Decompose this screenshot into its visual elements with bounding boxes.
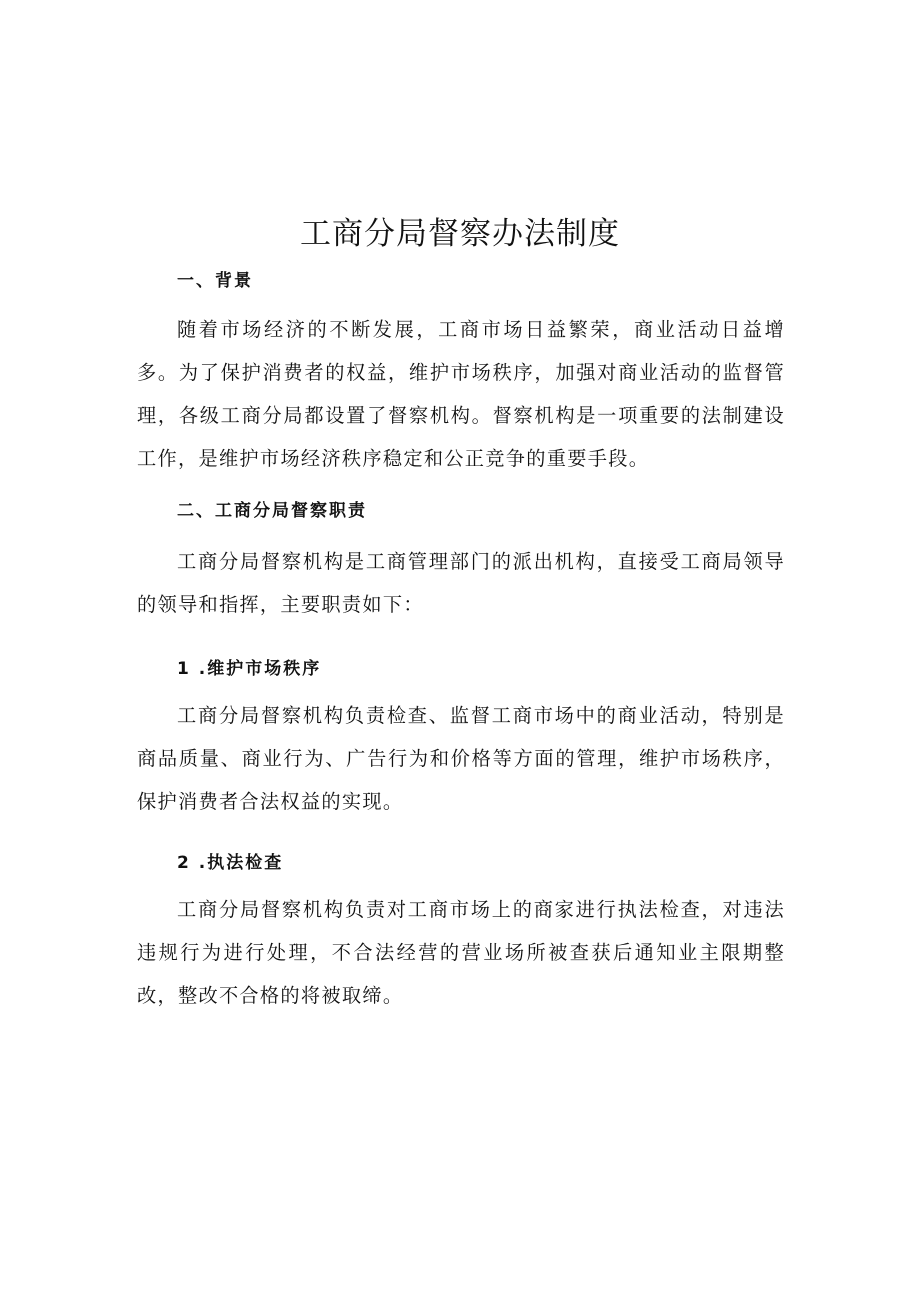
document-title: 工商分局督察办法制度 [300,216,620,252]
section-heading-background: 一、背景 [177,271,253,291]
section-paragraph-background: 随着市场经济的不断发展，工商市场日益繁荣，商业活动日益增多。为了保护消费者的权益，维护市场秩序，加强对商业活动的监督管理，各级工商分局都设置了督察机构。督察机构是一项重要的法制建设工作，是维护市场经济秩序稳定和公正竞争的重要手段。 [137,318,785,470]
section-heading-market-order: 1 .维护市场秩序 [177,659,322,679]
section-paragraph-duties: 工商分局督察机构是工商管理部门的派出机构，直接受工商局领导的领导和指挥，主要职责如下： [137,550,785,616]
section-heading-duties: 二、工商分局督察职责 [177,501,367,521]
section-paragraph-market-order: 工商分局督察机构负责检查、监督工商市场中的商业活动，特别是商品质量、商业行为、广告行为和价格等方面的管理，维护市场秩序，保护消费者合法权益的实现。 [137,704,785,813]
section-paragraph-enforcement: 工商分局督察机构负责对工商市场上的商家进行执法检查，对违法违规行为进行处理，不合法经营的营业场所被查获后通知业主限期整改，整改不合格的将被取缔。 [137,898,785,1007]
section-heading-enforcement: 2 .执法检查 [177,853,284,873]
